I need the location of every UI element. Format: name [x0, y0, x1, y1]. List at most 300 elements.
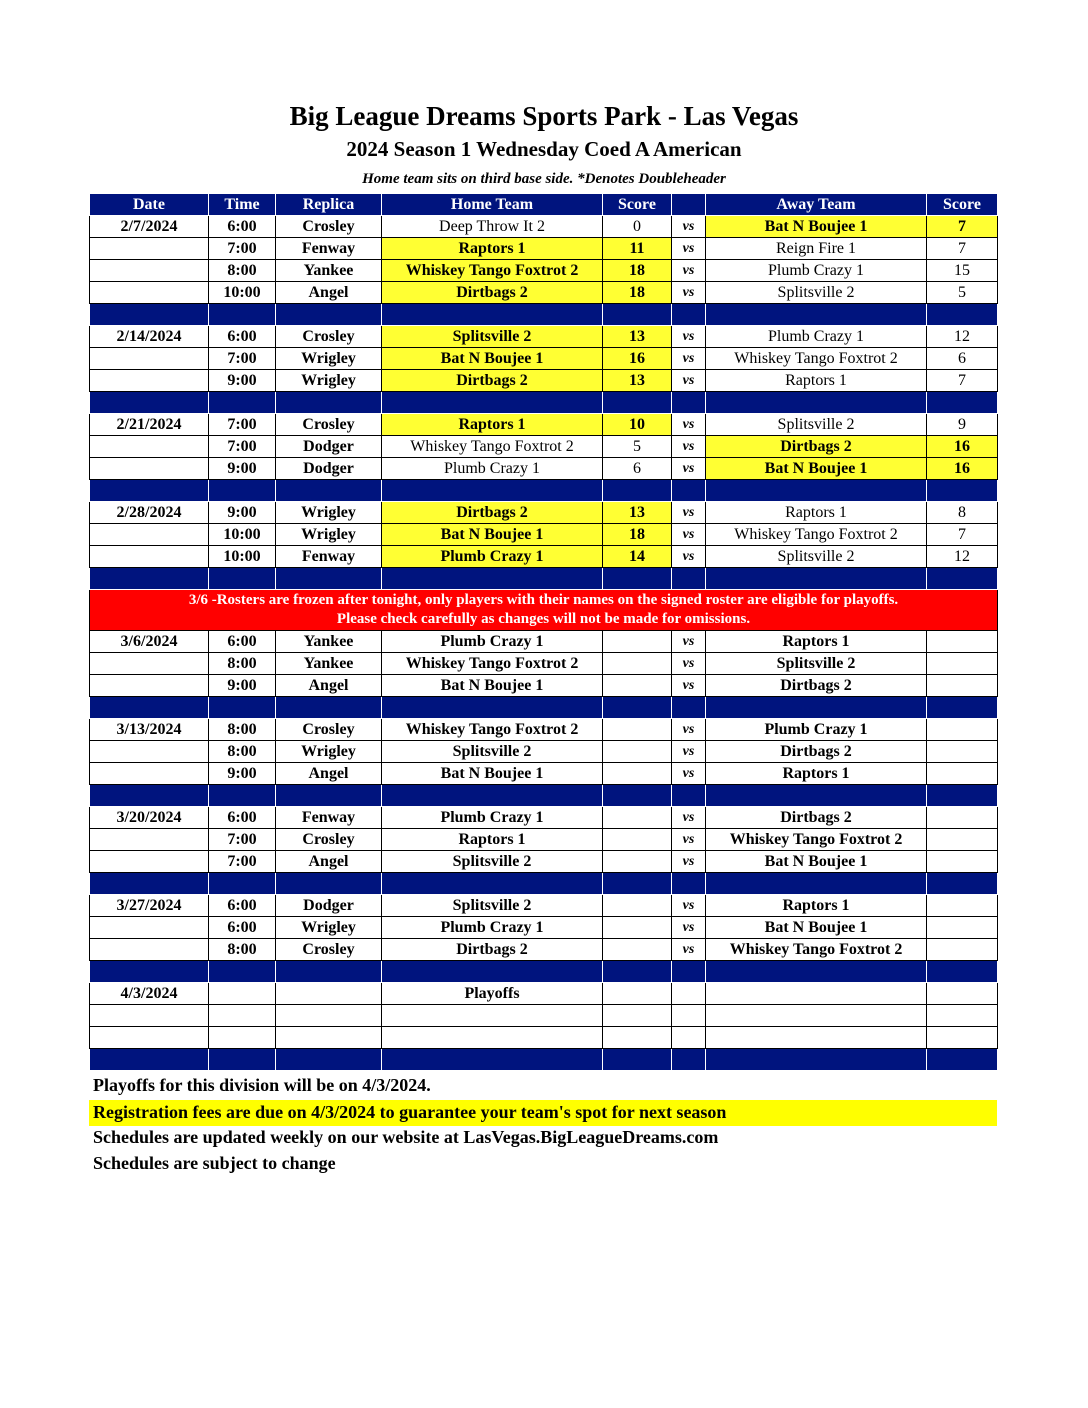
separator-cell [382, 961, 603, 983]
home-score: 6 [603, 458, 672, 480]
separator-cell [90, 1049, 209, 1071]
footer-registration-note: Registration fees are due on 4/3/2024 to guarantee your team's spot for next season [89, 1100, 997, 1126]
vs-cell: vs [672, 917, 706, 939]
vs-cell: vs [672, 238, 706, 260]
home-score: 16 [603, 348, 672, 370]
away-team: Bat N Boujee 1 [706, 458, 927, 480]
game-date: 4/3/2024 [90, 983, 209, 1005]
home-score [603, 829, 672, 851]
home-score [603, 983, 672, 1005]
col-header-date: Date [90, 194, 209, 216]
separator-cell [90, 304, 209, 326]
empty-cell [706, 1027, 927, 1049]
separator-cell [927, 304, 998, 326]
game-field: Wrigley [276, 741, 382, 763]
home-team: Whiskey Tango Foxtrot 2 [382, 436, 603, 458]
vs-cell: vs [672, 502, 706, 524]
away-team: Dirtbags 2 [706, 436, 927, 458]
table-row [90, 851, 998, 873]
separator-cell [90, 568, 209, 590]
game-field: Angel [276, 282, 382, 304]
away-score: 16 [927, 436, 998, 458]
game-time: 6:00 [209, 917, 276, 939]
col-header-home-score: Score [603, 194, 672, 216]
home-score: 18 [603, 282, 672, 304]
separator-cell [382, 480, 603, 502]
separator-cell [927, 392, 998, 414]
away-team: Whiskey Tango Foxtrot 2 [706, 829, 927, 851]
home-score: 10 [603, 414, 672, 436]
empty-cell [209, 1027, 276, 1049]
game-date: 2/7/2024 [90, 216, 209, 238]
game-field: Wrigley [276, 370, 382, 392]
home-team: Bat N Boujee 1 [382, 675, 603, 697]
game-date: 3/20/2024 [90, 807, 209, 829]
game-date [90, 524, 209, 546]
away-score [927, 741, 998, 763]
separator-cell [209, 873, 276, 895]
table-row [90, 675, 998, 697]
separator-cell [672, 480, 706, 502]
separator-cell [706, 392, 927, 414]
separator-cell [382, 873, 603, 895]
separator-cell [672, 697, 706, 719]
home-team: Bat N Boujee 1 [382, 348, 603, 370]
vs-cell: vs [672, 458, 706, 480]
game-field: Dodger [276, 436, 382, 458]
game-date [90, 348, 209, 370]
home-score: 13 [603, 326, 672, 348]
separator-cell [209, 392, 276, 414]
home-team: Whiskey Tango Foxtrot 2 [382, 719, 603, 741]
game-time: 8:00 [209, 741, 276, 763]
game-date: 3/27/2024 [90, 895, 209, 917]
home-team: Splitsville 2 [382, 851, 603, 873]
col-header-time: Time [209, 194, 276, 216]
table-row [90, 741, 998, 763]
separator-cell [706, 304, 927, 326]
separator-cell [209, 304, 276, 326]
separator-cell [276, 480, 382, 502]
home-score [603, 653, 672, 675]
game-time: 6:00 [209, 807, 276, 829]
away-team: Splitsville 2 [706, 414, 927, 436]
separator-cell [90, 697, 209, 719]
away-team: Reign Fire 1 [706, 238, 927, 260]
separator-cell [276, 568, 382, 590]
separator-cell [706, 961, 927, 983]
empty-row [90, 1027, 998, 1049]
home-team: Whiskey Tango Foxtrot 2 [382, 260, 603, 282]
table-row [90, 917, 998, 939]
game-time: 10:00 [209, 546, 276, 568]
roster-notice-line-2: Please check carefully as changes will not be made for omissions. [336, 611, 751, 627]
week-separator-row [90, 697, 998, 719]
away-score: 7 [927, 524, 998, 546]
separator-cell [672, 961, 706, 983]
game-field: Wrigley [276, 917, 382, 939]
home-score [603, 851, 672, 873]
separator-cell [603, 873, 672, 895]
separator-cell [706, 697, 927, 719]
separator-cell [603, 785, 672, 807]
home-score [603, 895, 672, 917]
away-team: Dirtbags 2 [706, 675, 927, 697]
separator-cell [672, 785, 706, 807]
vs-cell: vs [672, 348, 706, 370]
separator-cell [382, 697, 603, 719]
away-team: Whiskey Tango Foxtrot 2 [706, 348, 927, 370]
home-team: Bat N Boujee 1 [382, 524, 603, 546]
vs-cell: vs [672, 851, 706, 873]
vs-cell: vs [672, 653, 706, 675]
vs-cell: vs [672, 895, 706, 917]
playoffs-row [90, 983, 998, 1005]
table-row [90, 807, 998, 829]
game-time: 6:00 [209, 326, 276, 348]
game-time: 6:00 [209, 895, 276, 917]
col-header-vs [672, 194, 706, 216]
home-team: Dirtbags 2 [382, 370, 603, 392]
home-score [603, 807, 672, 829]
home-team: Dirtbags 2 [382, 502, 603, 524]
col-header-home-team: Home Team [382, 194, 603, 216]
game-time: 7:00 [209, 348, 276, 370]
game-field: Dodger [276, 895, 382, 917]
table-row [90, 763, 998, 785]
separator-cell [90, 785, 209, 807]
empty-cell [276, 1027, 382, 1049]
away-score [927, 895, 998, 917]
empty-cell [927, 1027, 998, 1049]
home-score: 0 [603, 216, 672, 238]
table-row [90, 238, 998, 260]
separator-cell [90, 392, 209, 414]
separator-cell [603, 480, 672, 502]
week-separator-row [90, 961, 998, 983]
separator-cell [927, 1049, 998, 1071]
week-separator-row [90, 873, 998, 895]
separator-cell [603, 697, 672, 719]
home-team: Bat N Boujee 1 [382, 763, 603, 785]
home-team: Splitsville 2 [382, 326, 603, 348]
away-score: 6 [927, 348, 998, 370]
home-score [603, 939, 672, 961]
away-team: Plumb Crazy 1 [706, 260, 927, 282]
separator-cell [603, 1049, 672, 1071]
game-time: 9:00 [209, 502, 276, 524]
table-row [90, 939, 998, 961]
table-row [90, 326, 998, 348]
separator-cell [706, 785, 927, 807]
away-team: Dirtbags 2 [706, 807, 927, 829]
away-score [927, 939, 998, 961]
separator-cell [672, 1049, 706, 1071]
header-note: Home team sits on third base side. *Denotes Doubleheader [362, 171, 726, 187]
game-field: Wrigley [276, 502, 382, 524]
home-team: Raptors 1 [382, 414, 603, 436]
away-score: 8 [927, 502, 998, 524]
game-field: Angel [276, 851, 382, 873]
week-separator-row [90, 785, 998, 807]
separator-cell [603, 304, 672, 326]
game-date [90, 546, 209, 568]
game-field: Fenway [276, 807, 382, 829]
game-time: 7:00 [209, 829, 276, 851]
home-team: Raptors 1 [382, 238, 603, 260]
away-team: Plumb Crazy 1 [706, 326, 927, 348]
table-header-row [90, 194, 998, 216]
separator-cell [209, 697, 276, 719]
separator-cell [927, 568, 998, 590]
away-score: 7 [927, 370, 998, 392]
vs-cell: vs [672, 326, 706, 348]
away-team: Bat N Boujee 1 [706, 851, 927, 873]
empty-cell [672, 1005, 706, 1027]
game-time: 7:00 [209, 414, 276, 436]
game-date [90, 458, 209, 480]
col-header-away-team: Away Team [706, 194, 927, 216]
vs-cell: vs [672, 939, 706, 961]
game-time: 7:00 [209, 238, 276, 260]
game-time: 8:00 [209, 719, 276, 741]
separator-cell [209, 568, 276, 590]
table-row [90, 414, 998, 436]
away-score [927, 763, 998, 785]
game-field: Crosley [276, 719, 382, 741]
away-score: 7 [927, 216, 998, 238]
game-date [90, 851, 209, 873]
away-team: Whiskey Tango Foxtrot 2 [706, 939, 927, 961]
vs-cell: vs [672, 807, 706, 829]
empty-cell [706, 1005, 927, 1027]
home-team: Dirtbags 2 [382, 282, 603, 304]
separator-cell [209, 480, 276, 502]
table-row [90, 653, 998, 675]
separator-cell [90, 480, 209, 502]
game-field: Dodger [276, 458, 382, 480]
away-score: 16 [927, 458, 998, 480]
away-score [927, 917, 998, 939]
empty-cell [382, 1005, 603, 1027]
away-team: Raptors 1 [706, 763, 927, 785]
separator-cell [672, 873, 706, 895]
game-field: Angel [276, 675, 382, 697]
game-date [90, 675, 209, 697]
vs-cell: vs [672, 763, 706, 785]
table-row [90, 719, 998, 741]
schedule-table [89, 193, 998, 1071]
separator-cell [672, 568, 706, 590]
vs-cell: vs [672, 414, 706, 436]
footer-change-note: Schedules are subject to change [93, 1153, 336, 1173]
separator-cell [209, 1049, 276, 1071]
away-team: Bat N Boujee 1 [706, 216, 927, 238]
game-field: Wrigley [276, 524, 382, 546]
away-score: 7 [927, 238, 998, 260]
empty-cell [382, 1027, 603, 1049]
table-row [90, 546, 998, 568]
home-team: Plumb Crazy 1 [382, 458, 603, 480]
separator-cell [706, 1049, 927, 1071]
schedule-body [90, 216, 998, 1071]
away-team: Bat N Boujee 1 [706, 917, 927, 939]
empty-cell [927, 1005, 998, 1027]
separator-cell [927, 785, 998, 807]
away-team: Splitsville 2 [706, 653, 927, 675]
home-score [603, 631, 672, 653]
game-time: 8:00 [209, 939, 276, 961]
table-row [90, 458, 998, 480]
roster-notice [90, 590, 998, 631]
home-team: Raptors 1 [382, 829, 603, 851]
separator-cell [706, 873, 927, 895]
separator-cell [706, 480, 927, 502]
table-row [90, 370, 998, 392]
home-team: Whiskey Tango Foxtrot 2 [382, 653, 603, 675]
game-field [276, 983, 382, 1005]
vs-cell: vs [672, 546, 706, 568]
separator-cell [209, 961, 276, 983]
vs-cell: vs [672, 436, 706, 458]
home-team: Plumb Crazy 1 [382, 546, 603, 568]
game-date: 2/28/2024 [90, 502, 209, 524]
separator-cell [276, 304, 382, 326]
week-separator-row [90, 392, 998, 414]
separator-cell [90, 873, 209, 895]
separator-cell [276, 961, 382, 983]
game-time: 7:00 [209, 851, 276, 873]
vs-cell [672, 983, 706, 1005]
home-score [603, 719, 672, 741]
away-score [927, 719, 998, 741]
home-team: Plumb Crazy 1 [382, 807, 603, 829]
week-separator-row [90, 480, 998, 502]
away-score [927, 653, 998, 675]
empty-cell [90, 1005, 209, 1027]
home-team: Dirtbags 2 [382, 939, 603, 961]
away-score: 5 [927, 282, 998, 304]
week-separator-row [90, 304, 998, 326]
home-score [603, 741, 672, 763]
home-score: 11 [603, 238, 672, 260]
page-title: Big League Dreams Sports Park - Las Vegas [289, 101, 799, 131]
empty-cell [276, 1005, 382, 1027]
vs-cell: vs [672, 719, 706, 741]
home-team: Splitsville 2 [382, 741, 603, 763]
empty-row [90, 1005, 998, 1027]
game-time: 8:00 [209, 653, 276, 675]
table-row [90, 895, 998, 917]
separator-cell [927, 873, 998, 895]
away-score: 12 [927, 326, 998, 348]
game-field: Yankee [276, 260, 382, 282]
away-score: 9 [927, 414, 998, 436]
vs-cell: vs [672, 741, 706, 763]
home-score: 18 [603, 260, 672, 282]
separator-cell [672, 304, 706, 326]
table-row [90, 348, 998, 370]
game-date [90, 741, 209, 763]
vs-cell: vs [672, 675, 706, 697]
separator-cell [276, 697, 382, 719]
home-score [603, 675, 672, 697]
vs-cell: vs [672, 260, 706, 282]
game-date [90, 939, 209, 961]
home-team: Plumb Crazy 1 [382, 631, 603, 653]
game-field: Wrigley [276, 348, 382, 370]
home-score [603, 917, 672, 939]
away-team: Raptors 1 [706, 895, 927, 917]
away-score [927, 631, 998, 653]
home-score: 14 [603, 546, 672, 568]
home-score: 5 [603, 436, 672, 458]
away-team: Dirtbags 2 [706, 741, 927, 763]
home-team: Plumb Crazy 1 [382, 917, 603, 939]
table-row [90, 216, 998, 238]
away-team: Splitsville 2 [706, 546, 927, 568]
separator-cell [706, 568, 927, 590]
away-score [927, 829, 998, 851]
vs-cell: vs [672, 370, 706, 392]
game-date [90, 260, 209, 282]
away-score: 15 [927, 260, 998, 282]
away-team: Raptors 1 [706, 370, 927, 392]
separator-cell [382, 392, 603, 414]
game-field: Yankee [276, 653, 382, 675]
game-date: 3/13/2024 [90, 719, 209, 741]
game-time [209, 983, 276, 1005]
game-time: 9:00 [209, 763, 276, 785]
separator-cell [382, 785, 603, 807]
away-score [927, 983, 998, 1005]
game-date [90, 282, 209, 304]
week-separator-row [90, 568, 998, 590]
vs-cell: vs [672, 524, 706, 546]
separator-cell [276, 785, 382, 807]
week-separator-row [90, 1049, 998, 1071]
col-header-replica: Replica [276, 194, 382, 216]
separator-cell [276, 392, 382, 414]
vs-cell: vs [672, 829, 706, 851]
home-score [603, 763, 672, 785]
table-row [90, 282, 998, 304]
game-time: 9:00 [209, 458, 276, 480]
table-row [90, 436, 998, 458]
table-row [90, 631, 998, 653]
game-time: 9:00 [209, 370, 276, 392]
game-time: 6:00 [209, 216, 276, 238]
separator-cell [927, 961, 998, 983]
separator-cell [603, 961, 672, 983]
game-date [90, 238, 209, 260]
game-field: Crosley [276, 326, 382, 348]
roster-notice-row [90, 590, 998, 631]
empty-cell [603, 1005, 672, 1027]
col-header-away-score: Score [927, 194, 998, 216]
page-subtitle: 2024 Season 1 Wednesday Coed A American [346, 137, 742, 161]
vs-cell: vs [672, 282, 706, 304]
vs-cell: vs [672, 216, 706, 238]
empty-cell [603, 1027, 672, 1049]
separator-cell [603, 568, 672, 590]
separator-cell [382, 1049, 603, 1071]
game-time: 8:00 [209, 260, 276, 282]
game-time: 10:00 [209, 524, 276, 546]
game-field: Yankee [276, 631, 382, 653]
game-date [90, 763, 209, 785]
away-team: Splitsville 2 [706, 282, 927, 304]
